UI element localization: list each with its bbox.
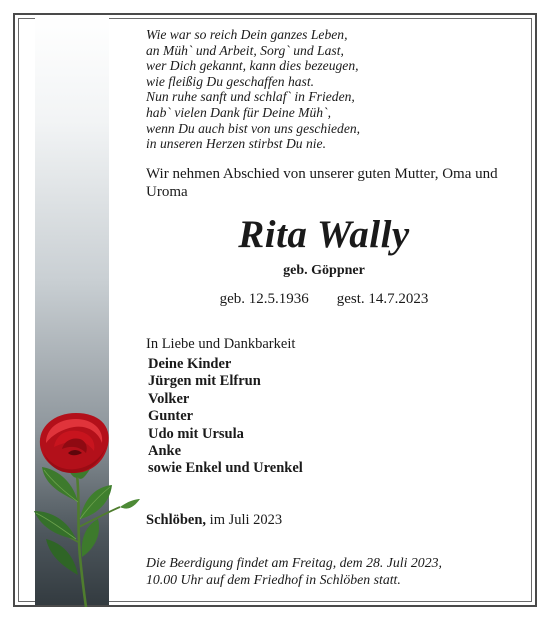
- deceased-name: Rita Wally: [238, 213, 410, 256]
- poem-line: an Müh` und Arbeit, Sorg` und Last,: [146, 42, 344, 58]
- poem-line: wie fleißig Du geschaffen hast.: [146, 73, 315, 89]
- life-dates: [146, 290, 502, 308]
- mourner-item: Volker: [148, 390, 190, 407]
- mourner-item: Udo mit Ursula: [148, 425, 244, 442]
- rose-icon: [20, 407, 140, 607]
- mourner-item: Jürgen mit Elfrun: [148, 373, 261, 390]
- poem-line: hab` vielen Dank für Deine Müh`,: [146, 104, 331, 120]
- mourner-item: Anke: [148, 443, 182, 460]
- obituary-notice: [13, 13, 537, 607]
- mourner-item: Deine Kinder: [148, 356, 232, 372]
- poem: [146, 27, 360, 152]
- mourners-list: [148, 356, 303, 478]
- funeral-line: 10.00 Uhr auf dem Friedhof in Schlöben statt.: [146, 571, 401, 587]
- farewell-text: Wir nehmen Abschied von unserer guten Mutter, Oma und Uroma: [146, 166, 498, 200]
- love-line: In Liebe und Dankbarkeit: [146, 336, 296, 352]
- maiden-name: geb. Göppner: [283, 263, 365, 278]
- poem-line: in unseren Herzen stirbst Du nie.: [146, 136, 326, 152]
- funeral-line: Die Beerdigung findet am Freitag, dem 28. Juli 2023,: [146, 555, 442, 570]
- place-town: Schlöben,: [146, 512, 207, 528]
- mourner-item: sowie Enkel und Urenkel: [148, 460, 303, 477]
- mourner-item: Gunter: [148, 408, 194, 425]
- death-date: gest. 14.7.2023: [336, 291, 429, 307]
- birth-date: geb. 12.5.1936: [219, 291, 309, 307]
- poem-line: Wie war so reich Dein ganzes Leben,: [146, 27, 348, 42]
- poem-line: Nun ruhe sanft und schlaf` in Frieden,: [146, 89, 355, 105]
- funeral-info: [146, 555, 442, 589]
- place-month: im Juli 2023: [206, 512, 283, 528]
- place-date: [146, 511, 282, 529]
- poem-line: wenn Du auch bist von uns geschieden,: [146, 120, 361, 136]
- poem-line: wer Dich gekannt, kann dies bezeugen,: [146, 58, 359, 74]
